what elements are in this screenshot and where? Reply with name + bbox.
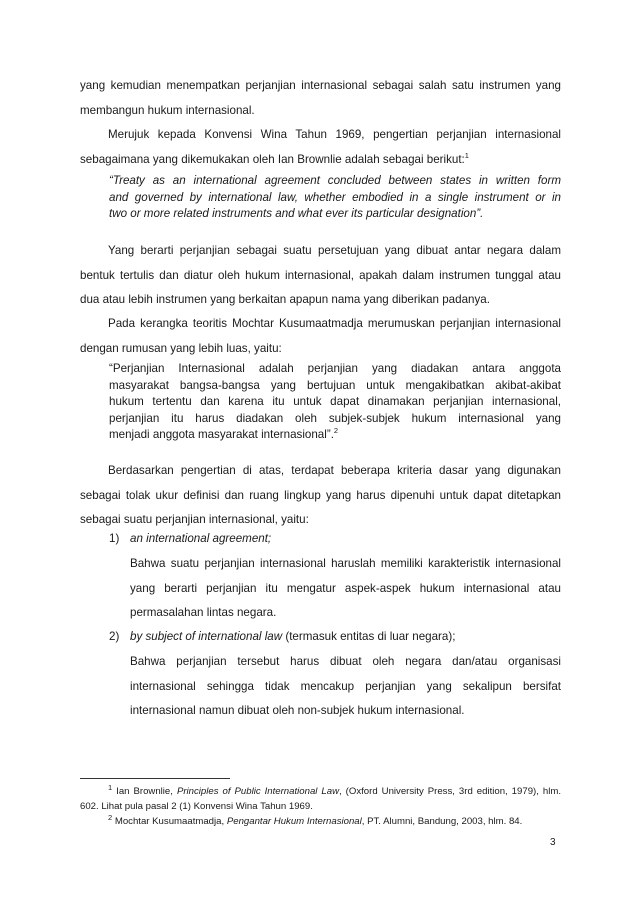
list-body-line: Bahwa suatu perjanjian internasional haruslah memiliki karakteristik internasional [130, 557, 561, 570]
footnote-text: , PT. Alumni, Bandung, 2003, hlm. 84. [361, 816, 523, 827]
list-item-2-body [130, 650, 561, 724]
footnote-2 [80, 814, 561, 829]
block-quote-2 [109, 361, 561, 444]
paragraph-line: sebagai suatu perjanjian internasional, yaitu: [80, 513, 309, 526]
block-quote-1 [109, 173, 561, 223]
quote-text: menjadi anggota masyarakat internasional”. [109, 428, 334, 441]
paragraph-1 [80, 74, 561, 123]
footnote-separator [80, 778, 230, 779]
paragraph-line: sebagai tolak ukur definisi dan ruang lingkup yang harus dipenuhi untuk dapat ditetapkan [80, 488, 561, 502]
paragraph-line: Merujuk kepada Konvensi Wina Tahun 1969, pengertian perjanjian internasional [108, 128, 561, 141]
list-title-italic: an international agreement; [130, 532, 272, 545]
footnote-line [80, 814, 561, 829]
paragraph-2 [80, 123, 561, 172]
list-body-line: internasional namun dibuat oleh non-subjek hukum internasional. [130, 704, 465, 717]
list-title-italic: by subject of international law [130, 630, 283, 643]
quote-line [109, 427, 561, 444]
list-number-1: 1) [109, 532, 120, 545]
list-body-line: internasional sehingga tidak mencakup perjanjian yang sekalipun bersifat [130, 679, 561, 693]
paragraph-line: membangun hukum internasional. [80, 103, 255, 117]
page-number: 3 [550, 837, 556, 848]
footnote-ref-2[interactable]: 2 [333, 426, 339, 436]
list-number-2: 2) [109, 630, 120, 643]
footnote-text: , (Oxford University Press, 3rd edition, 1979), hlm. [339, 786, 561, 797]
list-item-2-title [130, 630, 455, 643]
quote-line: “Treaty as an international agreement concluded between states in written form [109, 174, 561, 187]
footnote-text: Mochtar Kusumaatmadja, [112, 816, 227, 827]
quote-line: “Perjanjian Internasional adalah perjanjian yang diadakan antara anggota [109, 362, 561, 375]
footnote-title: Principles of Public International Law [176, 786, 340, 797]
footnote-title: Pengantar Hukum Internasional [226, 816, 362, 827]
quote-line: masyarakat bangsa-bangsa yang bertujuan untuk mengakibatkan akibat-akibat [109, 378, 561, 392]
paragraph-line: dengan rumusan yang lebih luas, yaitu: [80, 341, 282, 355]
paragraph-line [80, 148, 561, 173]
footnote-mark: 1 [108, 782, 113, 792]
paragraph-line: Pada kerangka teoritis Mochtar Kusumaatmadja merumuskan perjanjian internasional [108, 317, 561, 330]
paragraph-text: sebagaimana yang dikemukakan oleh Ian Brownlie adalah sebagai berikut: [80, 152, 465, 166]
paragraph-line: bentuk tertulis dan diatur oleh hukum internasional, apakah dalam instrumen tunggal atau [80, 268, 561, 282]
paragraph-line: yang kemudian menempatkan perjanjian internasional sebagai salah satu instrumen yang [80, 79, 561, 92]
list-item-1-body [130, 552, 561, 626]
paragraph-line: dua atau lebih instrumen yang berkaitan apapun nama yang diberikan padanya. [80, 293, 490, 306]
quote-line: and governed by international law, whether embodied in a single instrument or in [109, 190, 561, 204]
list-body-line: Bahwa perjanjian tersebut harus dibuat oleh negara dan/atau organisasi [130, 655, 561, 668]
list-title-rest: (termasuk entitas di luar negara); [282, 630, 456, 643]
footnote-text: Ian Brownlie, [112, 786, 177, 797]
paragraph-3 [80, 239, 561, 313]
footnote-line: 602. Lihat pula pasal 2 (1) Konvensi Wina Tahun 1969. [80, 801, 313, 812]
list-body-line: yang berarti perjanjian itu mengatur aspek-aspek hukum internasional atau [130, 581, 561, 595]
footnote-ref-1[interactable]: 1 [464, 150, 469, 160]
footnote-1 [80, 784, 561, 814]
footnote-mark: 2 [108, 812, 113, 822]
paragraph-line: Berdasarkan pengertian di atas, terdapat beberapa kriteria dasar yang digunakan [108, 464, 561, 477]
quote-line: perjanjian itu harus diadakan oleh subjek-subjek hukum internasional yang [109, 411, 561, 425]
quote-line: hukum tertentu dan karena itu untuk dapat dinamakan perjanjian internasional, [109, 395, 561, 408]
paragraph-line: Yang berarti perjanjian sebagai suatu persetujuan yang dibuat antar negara dalam [108, 244, 561, 257]
list-body-line: permasalahan lintas negara. [130, 606, 277, 619]
paragraph-5 [80, 459, 561, 533]
quote-line: two or more related instruments and what ever its particular designation”. [109, 207, 484, 220]
list-item-1-title [130, 532, 271, 545]
footnote-line [80, 784, 561, 799]
paragraph-4 [80, 312, 561, 361]
